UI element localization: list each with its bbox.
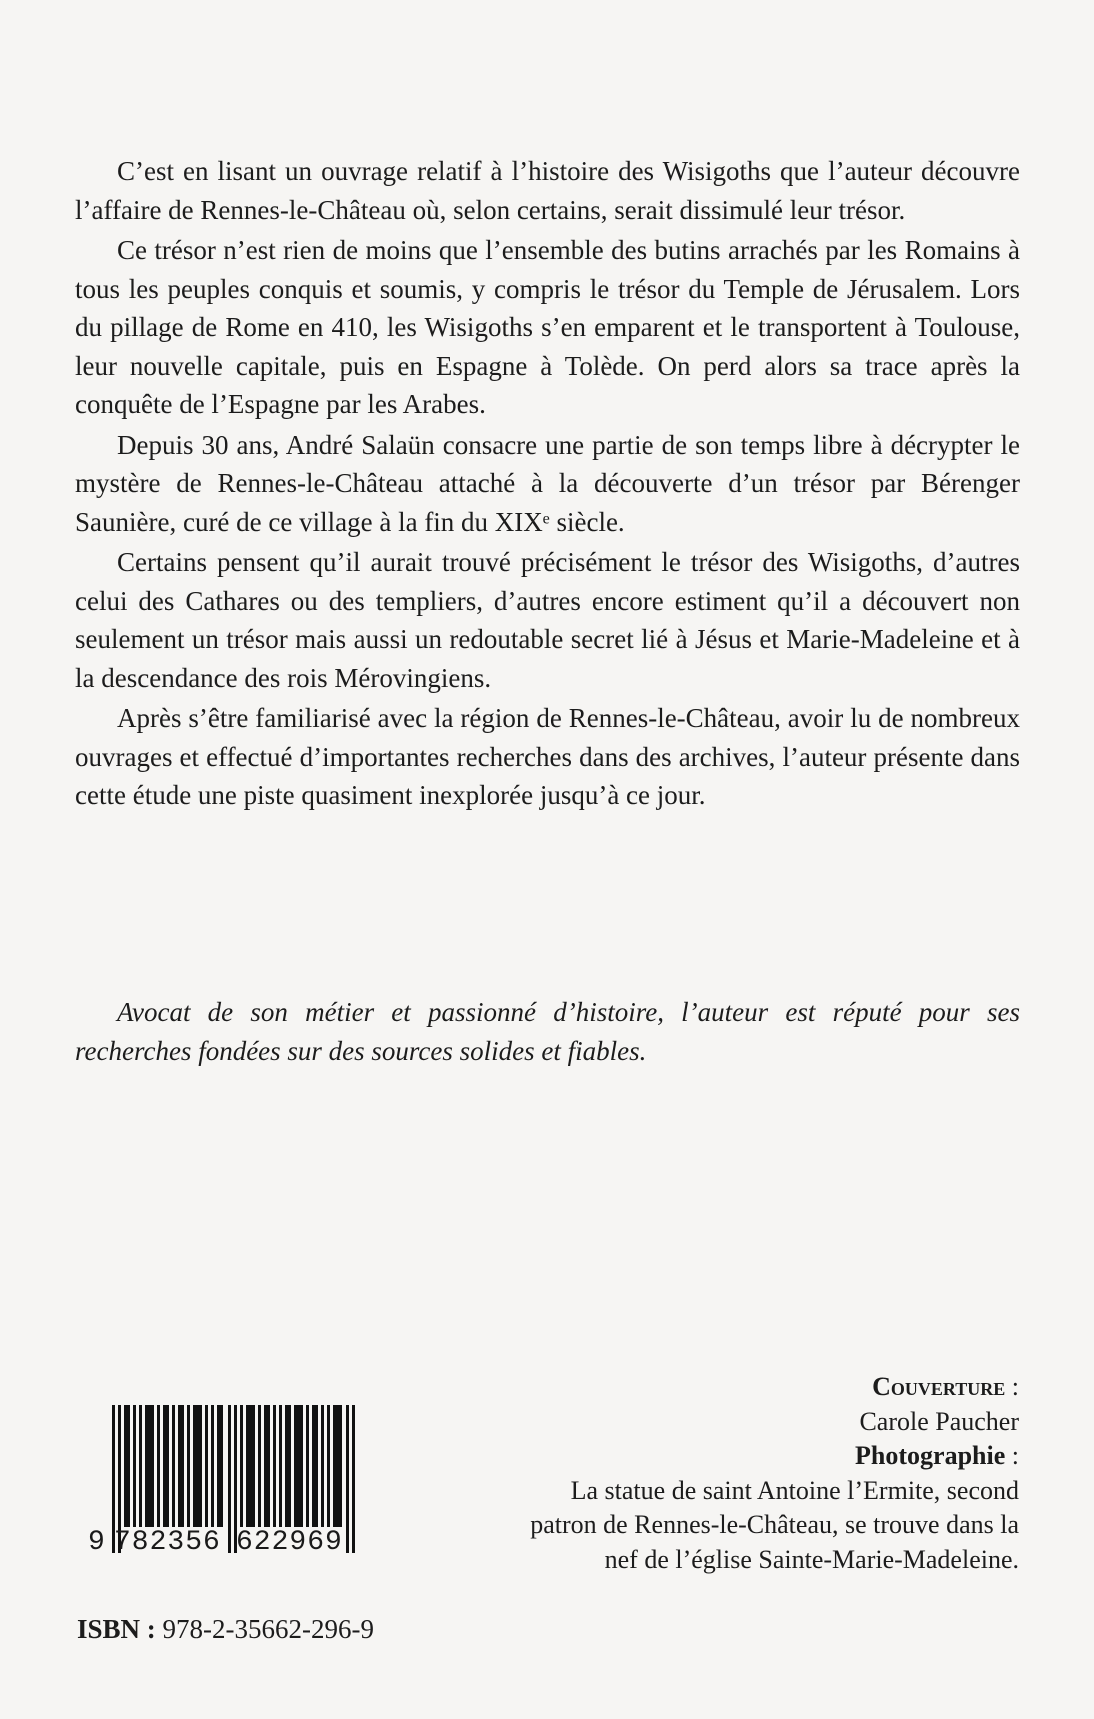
photo-heading: Photographie [855, 1441, 1006, 1470]
isbn-line [77, 1612, 374, 1646]
credits-block [419, 1370, 1019, 1577]
author-note-text: Avocat de son métier et passionné d’histoire, l’auteur est réputé pour ses recherches fondées sur des sources solides et fiables. [75, 997, 1020, 1066]
barcode-digits-right: 622969 [236, 1527, 343, 1558]
cover-credit-heading [419, 1370, 1019, 1405]
blurb-paragraph-5: Après s’être familiarisé avec la région de Rennes-le-Château, avoir lu de nombreux ouvrages et effectué d’importantes recherches dans des archives, l’auteur présente dans cette étude une piste quasiment inexplorée jusqu’à ce jour. [75, 703, 1020, 810]
blurb-paragraph-2: Ce trésor n’est rien de moins que l’ensemble des butins arrachés par les Romains à tous les peuples conquis et soumis, y compris le trésor du Temple de Jérusalem. Lors du pillage de Rome en 410, les Wisigoths s’en emparent et le transportent à Toulouse, leur nouvelle capitale, puis en Espagne à Tolède. On perd alors sa trace après la conquête de l’Espagne par les Arabes. [75, 235, 1020, 419]
cover-heading: Couverture [872, 1372, 1006, 1401]
blurb-text [75, 152, 1020, 817]
photo-heading-sep: : [1005, 1441, 1019, 1470]
isbn-label: ISBN : [77, 1614, 156, 1644]
blurb-paragraph-3: Depuis 30 ans, André Salaün consacre une partie de son temps libre à décrypter le mystère de Rennes-le-Château attaché à la découverte d’un trésor par Bérenger Saunière, curé de ce village à la fin du XIXᵉ siècle. [75, 429, 1020, 537]
barcode-digit-lead: 9 [88, 1527, 106, 1558]
isbn-value: 978-2-35662-296-9 [162, 1614, 374, 1644]
cover-heading-sep: : [1005, 1372, 1019, 1401]
photo-caption-line-1: La statue de saint Antoine l’Ermite, second [570, 1475, 1019, 1505]
photo-credit-heading [419, 1439, 1019, 1474]
barcode-digits-left: 782356 [114, 1527, 221, 1558]
blurb-paragraph-4: Certains pensent qu’il aurait trouvé précisément le trésor des Wisigoths, d’autres celui des Cathares ou des templiers, d’autres encore estiment qu’il a découvert non seulement un trésor mais aussi un redoutable secret lié à Jésus et Marie-Madeleine et à la descendance des rois Mérovingiens. [75, 547, 1020, 693]
photo-caption-line-2: patron de Rennes-le-Château, se trouve dans la [530, 1510, 1019, 1539]
cover-credit-name: Carole Paucher [859, 1406, 1019, 1436]
blurb-paragraph-1: C’est en lisant un ouvrage relatif à l’histoire des Wisigoths que l’auteur découvre l’affaire de Rennes-le-Château où, selon certains, serait dissimulé leur trésor. [75, 156, 1020, 225]
author-note [75, 993, 1020, 1071]
photo-caption-line-3: nef de l’église Sainte-Marie-Madeleine. [604, 1544, 1019, 1574]
